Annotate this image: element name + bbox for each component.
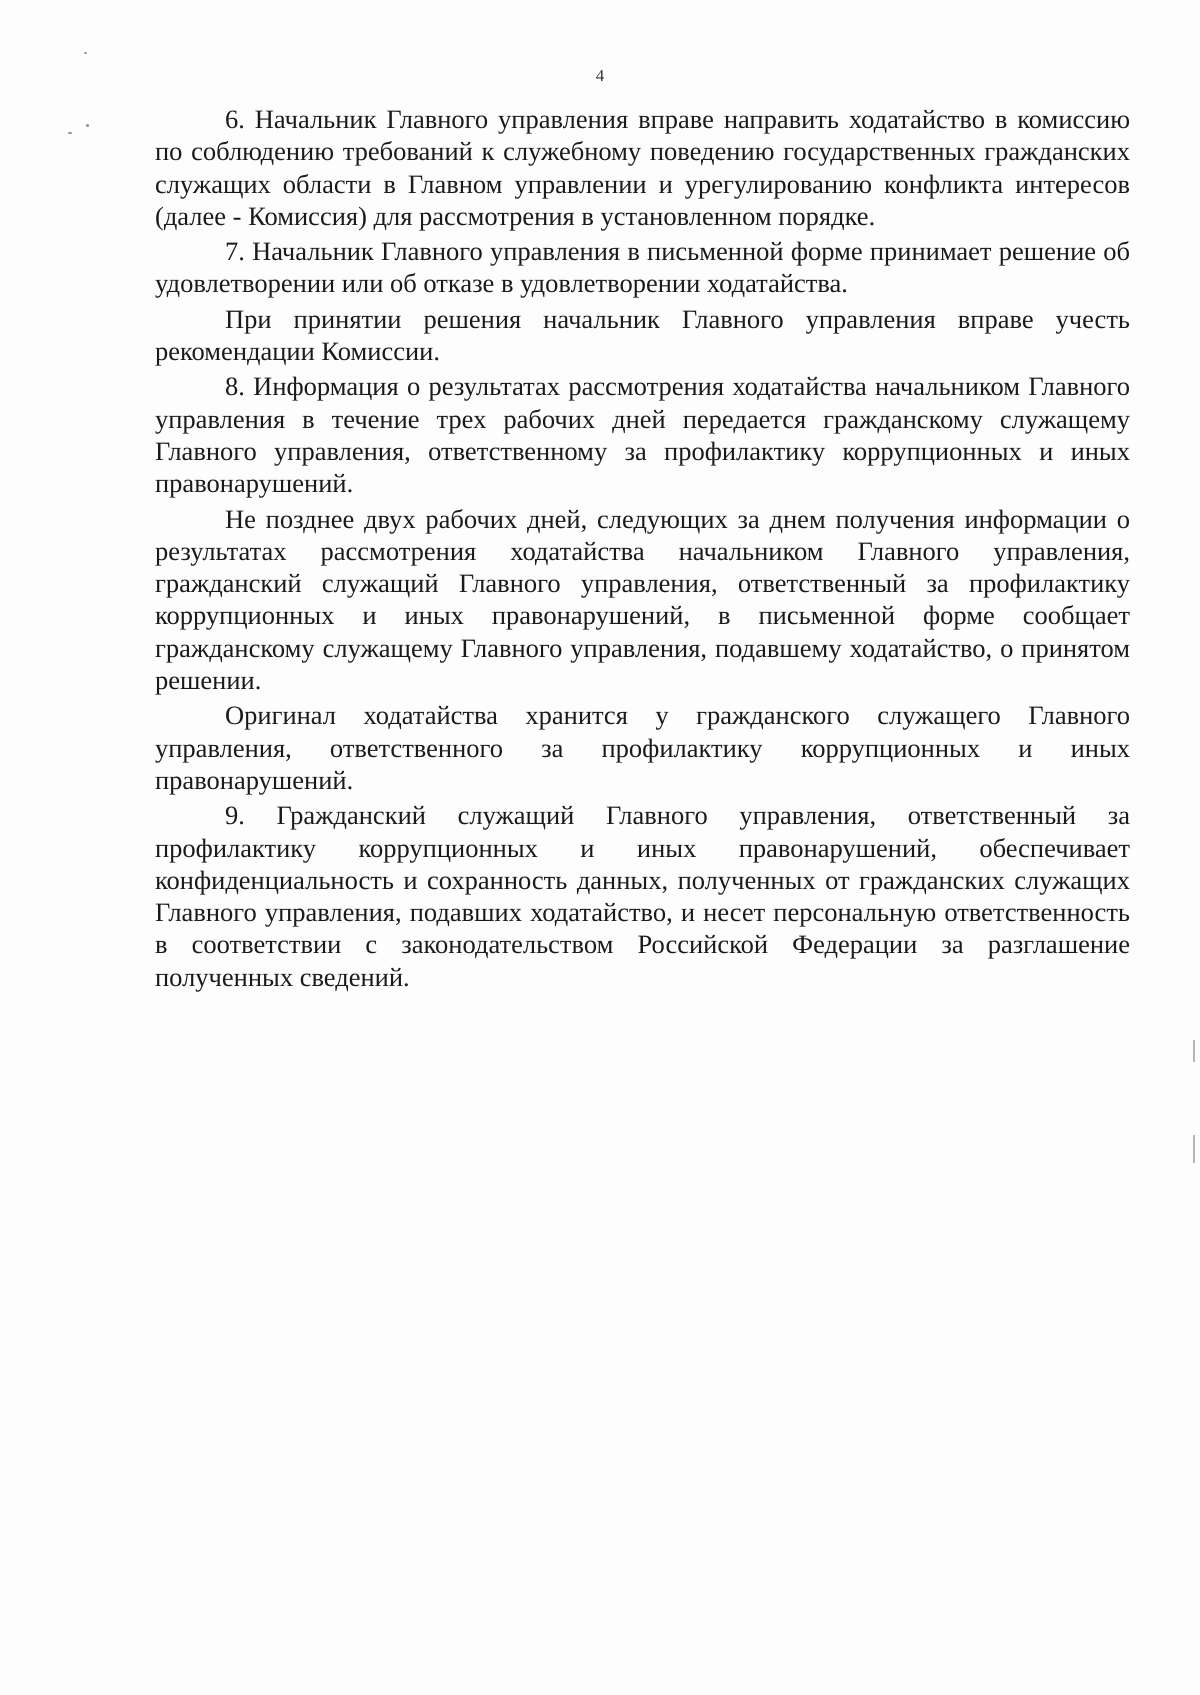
paragraph-8-notification: Не позднее двух рабочих дней, следующих за днем получения информации о результатах рассмотрения ходатайства начальником Главного управления, гражданский служащий Главного управления, ответственный за профилактику коррупционных и иных правонарушений, в письменной форме сообщает гражданскому служащему Главного управления, подавшему ходатайство, о принятом решении. (155, 503, 1130, 696)
document-body (155, 103, 1130, 996)
page-number: 4 (595, 66, 605, 85)
scan-speck (86, 124, 89, 127)
scan-edge-mark (1193, 1135, 1195, 1163)
paragraph-8: 8. Информация о результатах рассмотрения ходатайства начальником Главного управления в течение трех рабочих дней передается гражданскому служащему Главного управления, ответственному за профилактику коррупционных и иных правонарушений. (155, 371, 1130, 499)
paragraph-6: 6. Начальник Главного управления вправе направить ходатайство в комиссию по соблюдению требований к служебному поведению государственных гражданских служащих области в Главном управлении и урегулированию конфликта интересов (далее - Комиссия) для рассмотрения в установленном порядке. (155, 104, 1130, 231)
scan-edge-mark (1193, 1040, 1195, 1062)
scan-speck (84, 52, 87, 54)
scan-speck (68, 132, 72, 134)
paragraph-9: 9. Гражданский служащий Главного управления, ответственный за профилактику коррупционных и иных правонарушений, обеспечивает конфиденциальность и сохранность данных, полученных от гражданских служащих Главного управления, подавших ходатайство, и несет персональную ответственность в соответствии с законодательством Российской Федерации за разглашение полученных сведений. (155, 800, 1130, 992)
paragraph-7: 7. Начальник Главного управления в письменной форме принимает решение об удовлетворении или об отказе в удовлетворении ходатайства. (155, 236, 1130, 299)
paragraph-7-note: При принятии решения начальник Главного управления вправе учесть рекомендации Комиссии. (155, 303, 1130, 367)
paragraph-8-storage: Оригинал ходатайства хранится у гражданского служащего Главного управления, ответственного за профилактику коррупционных и иных правонарушений. (155, 700, 1130, 795)
